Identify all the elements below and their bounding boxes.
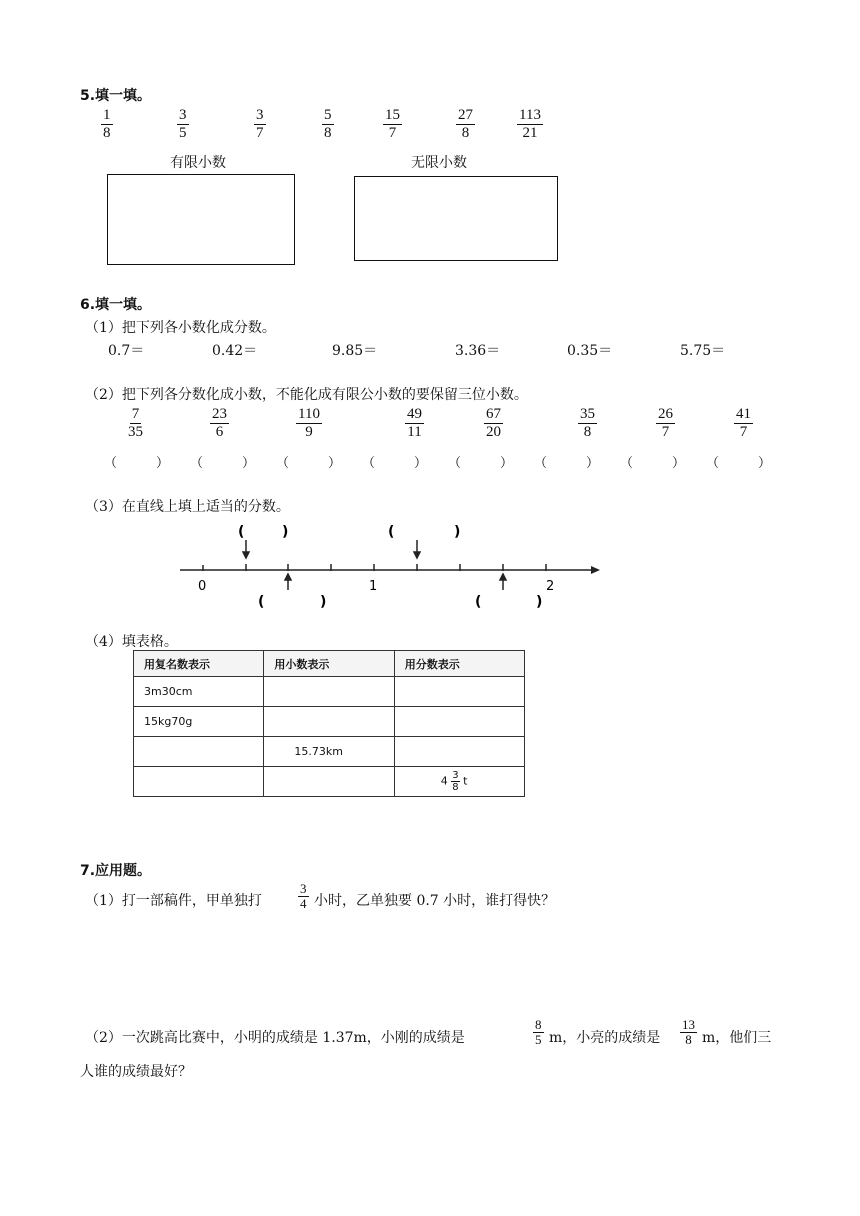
q7-part1-text-rest: 小时，乙单独要 0.7 小时，谁打得快？ [314, 893, 556, 909]
q5-fraction: $\frac{27}{8}$ [458, 107, 473, 141]
number-line [170, 518, 610, 613]
q6-fraction: $\frac{35}{8}$ [580, 406, 595, 440]
answer-blank[interactable]: （ ） [362, 456, 428, 471]
table-row [134, 737, 525, 767]
up-arrow-head [500, 574, 506, 580]
q6-fraction: $\frac{49}{11}$ [407, 406, 422, 440]
table-header: 用小数表示 [264, 651, 394, 677]
q7-part2-text-line2: 人谁的成绩最好？ [80, 1064, 192, 1080]
down-arrow-head [243, 552, 249, 558]
q6-part1-instruction: （1）把下列各小数化成分数。 [85, 320, 276, 336]
q7-part2-text-end: m，他们三 [702, 1030, 772, 1046]
table-cell[interactable] [264, 677, 394, 707]
tick-label-1: 1 [369, 579, 378, 594]
table-row [134, 707, 525, 737]
table-cell: 15kg70g [134, 707, 264, 737]
q5-fraction: $\frac{3}{5}$ [179, 107, 187, 141]
q5-fraction: $\frac{1}{8}$ [103, 107, 111, 141]
table-cell[interactable] [394, 677, 524, 707]
blank-open-paren[interactable]: ( [238, 524, 245, 540]
blank-open-paren[interactable]: ( [388, 524, 395, 540]
table-cell[interactable] [134, 737, 264, 767]
decimal-item: 0.35＝ [567, 343, 613, 359]
q5-fraction: $\frac{15}{7}$ [385, 107, 400, 141]
q7-title: 7.应用题。 [80, 863, 152, 879]
blank-open-paren[interactable]: ( [475, 594, 482, 610]
q6-fraction: $\frac{7}{35}$ [128, 406, 143, 440]
q7-part2-fraction-1: $\frac{8}{5}$ [535, 1017, 542, 1047]
table-cell: 3m30cm [134, 677, 264, 707]
q6-fraction: $\frac{23}{6}$ [212, 406, 227, 440]
table-cell[interactable] [134, 767, 264, 797]
decimal-item: 0.42＝ [212, 343, 258, 359]
q6-fraction: $\frac{110}{9}$ [298, 406, 320, 440]
up-arrow-head [285, 574, 291, 580]
q5-title: 5.填一填。 [80, 88, 152, 104]
table-row [134, 677, 525, 707]
infinite-decimal-label: 无限小数 [411, 155, 467, 171]
infinite-decimal-box[interactable] [354, 176, 558, 261]
answer-blank[interactable]: （ ） [190, 456, 256, 471]
table-cell[interactable] [394, 707, 524, 737]
decimal-item: 3.36＝ [455, 343, 501, 359]
q7-part2-fraction-2: $\frac{13}{8}$ [682, 1017, 695, 1047]
decimal-item: 0.7＝ [108, 343, 145, 359]
answer-blank[interactable]: （ ） [534, 456, 600, 471]
tick-label-2: 2 [546, 579, 555, 594]
table-cell[interactable] [394, 737, 524, 767]
table-row [134, 767, 525, 797]
answer-blank[interactable]: （ ） [104, 456, 170, 471]
q6-title: 6.填一填。 [80, 297, 152, 313]
table-cell: 15.73km [264, 737, 394, 767]
table-cell-mixed-number [394, 767, 524, 797]
mixed-fraction: $\frac{3}{8}$ [452, 770, 459, 793]
tick-label-0: 0 [198, 579, 207, 594]
answer-blank[interactable]: （ ） [706, 456, 772, 471]
answer-blank[interactable]: （ ） [448, 456, 514, 471]
table-header-row [134, 651, 525, 677]
blank-close-paren[interactable]: ) [454, 524, 461, 540]
q6-fraction: $\frac{67}{20}$ [486, 406, 501, 440]
number-line-arrow [591, 566, 600, 574]
blank-close-paren[interactable]: ) [320, 594, 327, 610]
q7-part2-text-mid: m，小亮的成绩是 [549, 1030, 661, 1046]
q7-part2-text: （2）一次跳高比赛中，小明的成绩是 1.37m，小刚的成绩是 [85, 1030, 465, 1046]
q6-part2-instruction: （2）把下列各分数化成小数，不能化成有限公小数的要保留三位小数。 [85, 387, 528, 403]
down-arrow-head [414, 552, 420, 558]
decimal-item: 9.85＝ [332, 343, 378, 359]
q6-part4-instruction: （4）填表格。 [85, 634, 178, 650]
q6-part3-instruction: （3）在直线上填上适当的分数。 [85, 499, 290, 515]
blank-open-paren[interactable]: ( [258, 594, 265, 610]
q7-part1-fraction: $\frac{3}{4}$ [300, 881, 307, 911]
answer-blank[interactable]: （ ） [620, 456, 686, 471]
q5-fraction: $\frac{113}{21}$ [519, 107, 541, 141]
q5-fraction: $\frac{3}{7}$ [256, 107, 264, 141]
mixed-unit: t [463, 774, 468, 788]
finite-decimal-box[interactable] [107, 174, 295, 265]
q6-fraction: $\frac{41}{7}$ [736, 406, 751, 440]
q7-part1-text: （1）打一部稿件，甲单独打 [85, 893, 262, 909]
table-cell[interactable] [264, 767, 394, 797]
blank-close-paren[interactable]: ) [536, 594, 543, 610]
finite-decimal-label: 有限小数 [170, 155, 226, 171]
conversion-table [133, 650, 525, 797]
decimal-item: 5.75＝ [680, 343, 726, 359]
q5-fraction: $\frac{5}{8}$ [324, 107, 332, 141]
table-header: 用复名数表示 [134, 651, 264, 677]
q6-fraction: $\frac{26}{7}$ [658, 406, 673, 440]
mixed-whole: 4 [440, 774, 448, 788]
table-header: 用分数表示 [394, 651, 524, 677]
blank-close-paren[interactable]: ) [282, 524, 289, 540]
table-cell[interactable] [264, 707, 394, 737]
answer-blank[interactable]: （ ） [276, 456, 342, 471]
